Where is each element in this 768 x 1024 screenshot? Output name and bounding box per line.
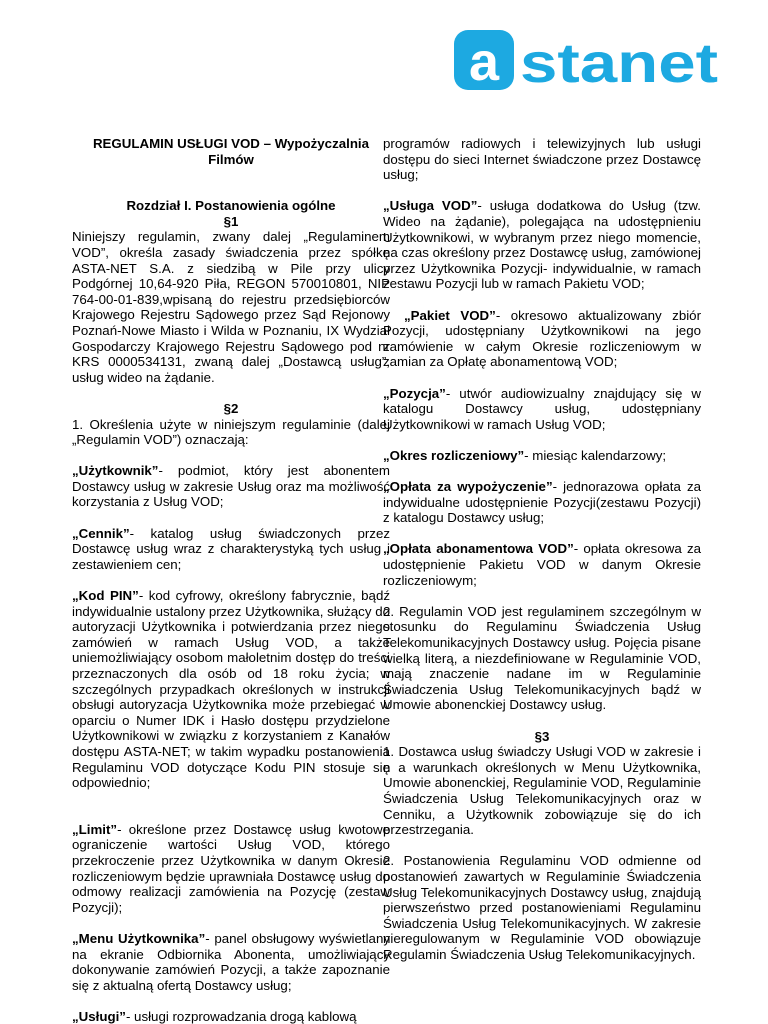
svg-text:stanet: stanet [520, 31, 718, 94]
definition-text: - kod cyfrowy, określony fabrycznie, bądź indywidualnie ustalony przez Użytkownika, służący do autoryzacji Użytkownika i potwierdzania przez niego zamówień w ramach Usług VOD, a także uniemożliwiający osobom małoletnim dostęp do treści przeznaczonych dla osób od 18 roku życia; w szczególnych przypadkach określonych w instrukcji obsługi autoryzacja Użytkownika może przebiegać w oparciu o Numer IDK i Hasło dostępu przydzielone Użytkownikowi w związku z korzystaniem z Kanałów dostępu ASTA-NET; w takim wypadku postanowienia Regulaminu VOD dotyczące Kodu PIN stosuje się odpowiednio; [72, 588, 390, 791]
definition-okres-rozliczeniowy [383, 448, 701, 464]
definition-text: - katalog usług świadczonych przez Dostawcę usług wraz z charakterystyką tych usług i zestawieniem cen; [72, 525, 390, 572]
section-3-number: §3 [534, 728, 550, 744]
definition-text: - okresowo aktualizowany zbiór Pozycji, udostępniany Użytkownikowi na jego zamówienie w całym Okresie rozliczeniowym w zamian za Opłatę abonamentową VOD; [383, 307, 702, 370]
definition-term: „Pozycja” [383, 385, 446, 401]
definition-text: - usługa dodatkowa do Usług (tzw. Wideo na żądanie), polegająca na udostępnieniu Użytkownikowi, w wybranym przez niego momencie, na czas określony przez Dostawcę usług, zamówionej przez Użytkownika Pozycji- indywidualnie, w ramach zestawu Pozycji lub w ramach Pakietu VOD; [383, 198, 701, 292]
definition-text: - podmiot, który jest abonentem Dostawcy usług w zakresie Usług oraz ma możliwość korzystania z Usług VOD; [72, 463, 390, 510]
svg-text:a: a [468, 32, 500, 92]
astanet-logo-mark [452, 28, 722, 96]
definition-text: - usługi rozprowadzania drogą kablową [125, 1008, 357, 1024]
definition-limit [72, 822, 390, 916]
chapter-heading: Rozdział I. Postanowienia ogólne [126, 198, 336, 214]
definition-term: „Kod PIN” [72, 588, 139, 604]
definition-pakiet-vod [383, 308, 701, 370]
definition-oplata-za-wypozyczenie [383, 479, 701, 526]
section-1-number: §1 [223, 213, 239, 229]
document-title: REGULAMIN USŁUGI VOD – Wypożyczalnia Filmów [92, 136, 370, 167]
section-2-paragraph-2: 2. Regulamin VOD jest regulaminem szczególnym w stosunku do Regulaminu Świadczenia Usług Telekomunikacyjnych Dostawcy usług. Pojęcia pisane wielką literą, a niezdefiniowane w Regulaminie VOD, mają znaczenie nadane im w Regulaminie Świadczenia Usług Telekomunikacyjnych bądź w Umowie abonenckiej Dostawcy usług. [383, 603, 701, 713]
definition-term: „Menu Użytkownika” [72, 930, 206, 946]
definition-kod-pin [72, 588, 390, 791]
definition-oplata-abonamentowa [383, 541, 701, 588]
definition-text: - określone przez Dostawcę usług kwotowe ograniczenie wartości Usług VOD, którego przekroczenie przez Użytkownika w danym Okresie rozliczeniowym będzie uprawniała Dostawcę usług do odmowy realizacji zamówienia na Pozycję (zestaw Pozycji); [72, 821, 390, 915]
definition-term: „Usługi” [72, 1008, 126, 1024]
definition-text: - miesiąc kalendarzowy; [524, 447, 667, 463]
definition-pozycja [383, 386, 701, 433]
definition-text: - opłata okresowa za udostępnienie Pakietu VOD w danym Okresie rozliczeniowym; [383, 541, 701, 588]
definition-term: „Pakiet VOD” [404, 307, 496, 323]
definition-term: „Okres rozliczeniowy” [383, 447, 525, 463]
definition-term: „Cennik” [72, 525, 130, 541]
definition-menu-uzytkownika [72, 931, 390, 993]
definition-cennik [72, 526, 390, 573]
section-1-text: Niniejszy regulamin, zwany dalej „Regulaminem VOD”, określa zasady świadczenia przez spółkę ASTA-NET S.A. z siedzibą w Pile przy ulicy Podgórnej 10,64-920 Piła, REGON 570010801, NIP 764-00-01-839,wpisaną do rejestru przedsiębiorców Krajowego Rejestru Sądowego przez Sąd Rejonowy Poznań-Nowe Miasto i Wilda w Poznaniu, IX Wydział Gospodarczy Krajowego Rejestru Sądowego pod nr KRS 0000534131, zwaną dalej „Dostawcą usług”, usług wideo na żądanie. [72, 229, 390, 385]
definition-uslugi [72, 1009, 390, 1024]
definition-usluga-vod [383, 198, 701, 292]
definition-term: „Opłata za wypożyczenie” [383, 479, 553, 495]
astanet-logo [452, 28, 722, 96]
definition-uslugi-continued: programów radiowych i telewizyjnych lub usługi dostępu do sieci Internet świadczone przez Dostawcę usług; [383, 136, 701, 183]
left-column [72, 136, 390, 1024]
definition-term: „Usługa VOD” [383, 198, 478, 214]
definition-term: „Użytkownik” [72, 463, 159, 479]
section-2-number: §2 [223, 400, 239, 416]
right-column [383, 136, 701, 962]
section-3-paragraph-2: 2. Postanowienia Regulaminu VOD odmienne od postanowień zawartych w Regulaminie Świadczenia Usług Telekomunikacyjnych Dostawcy usług, znajdują pierwszeństwo przed postanowieniami Regulaminu Świadczenia Usług Telekomunikacyjnych. W zakresie nieregulowanym w Regulaminie VOD obowiązuje Regulamin Świadczenia Usług Telekomunikacyjnych. [383, 853, 701, 962]
definition-term: „Opłata abonamentowa VOD” [383, 541, 574, 557]
definition-term: „Limit” [72, 821, 118, 837]
definition-uzytkownik [72, 463, 390, 510]
section-2-intro: 1. Określenia użyte w niniejszym regulaminie (dalej „Regulamin VOD”) oznaczają: [72, 416, 390, 448]
definition-text: - panel obsługowy wyświetlany na ekranie Odbiornika Abonenta, umożliwiający dokonywanie zamówień Pozycji, a także zapoznanie się z aktualną ofertą Dostawcy usług; [72, 930, 390, 993]
definition-text: - utwór audiowizualny znajdujący się w katalogu Dostawcy usług, udostępniany Użytkownikowi w ramach Usług VOD; [383, 385, 701, 432]
section-3-paragraph-1: 1. Dostawca usług świadczy Usługi VOD w zakresie i n a warunkach określonych w Menu Użytkownika, Umowie abonenckiej, Regulaminie VOD, Regulaminie Świadczenia Usług Telekomunikacyjnych oraz w Cenniku, a Użytkownik zobowiązuje się do ich przestrzegania. [383, 744, 701, 838]
definition-text: - jednorazowa opłata za indywidualne udostępnienie Pozycji(zestawu Pozycji) z katalogu Dostawcy usług; [383, 479, 701, 526]
